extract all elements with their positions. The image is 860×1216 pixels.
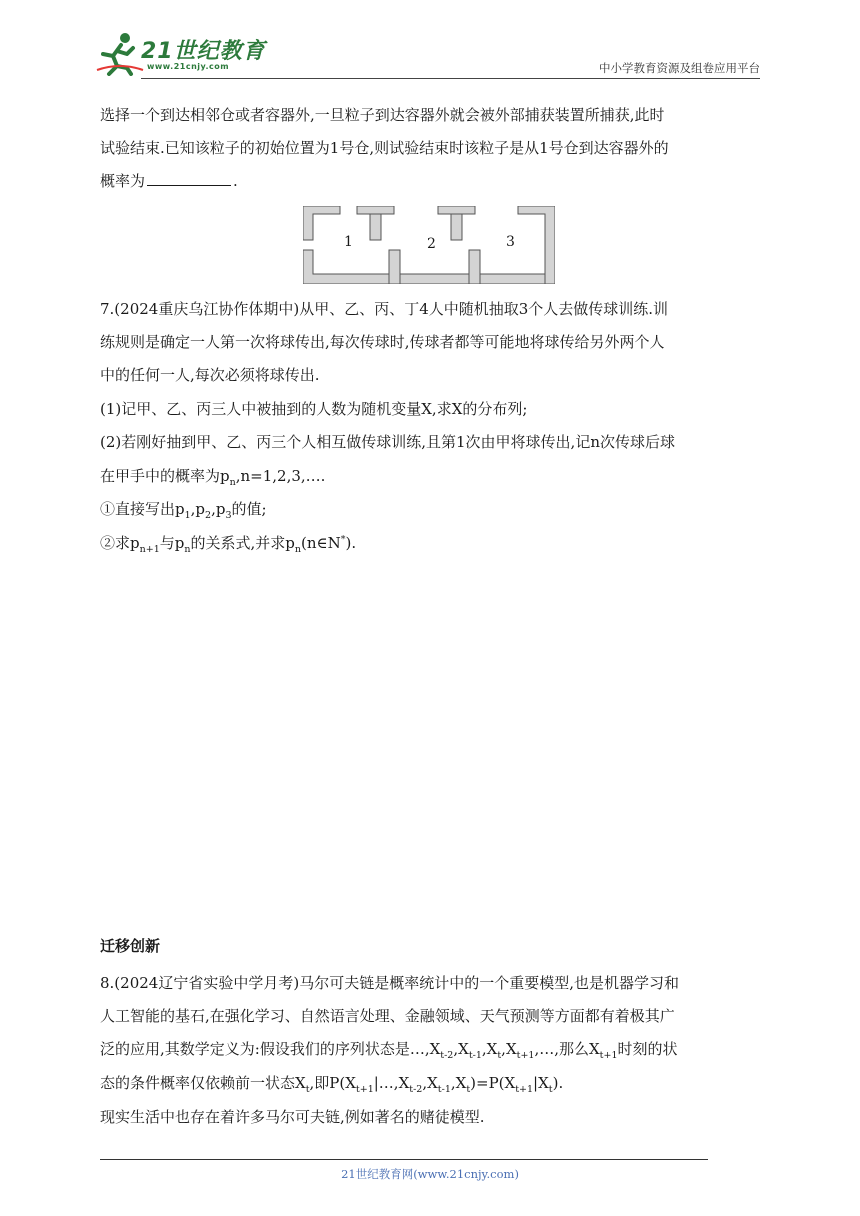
problem8-line-5: 现实生活中也存在着许多马尔可夫链,例如著名的赌徒模型. (100, 1108, 485, 1126)
container-diagram (303, 206, 555, 284)
problem8-line-1: 8.(2024辽宁省实验中学月考)马尔可夫链是概率统计中的一个重要模型,也是机器学习和 (100, 974, 679, 992)
page-header (95, 30, 760, 80)
problem7-part-1: (1)记甲、乙、丙三人中被抽到的人数为随机变量X,求X的分布列; (100, 400, 528, 418)
runner-logo-icon (95, 30, 145, 76)
section-title: 迁移创新 (100, 937, 161, 955)
chamber-3-label: 3 (506, 234, 515, 250)
problem7-line-1: 7.(2024重庆乌江协作体期中)从甲、乙、丙、丁4人中随机抽取3个人去做传球训练.训 (100, 300, 669, 318)
problem7-line-2: 练规则是确定一人第一次将球传出,每次传球时,传球者都等可能地将球传给另外两个人 (100, 333, 665, 351)
footer-divider (100, 1159, 708, 1160)
logo-url: www.21cnjy.com (147, 62, 230, 71)
continuation-line-2: 试验结束.已知该粒子的初始位置为1号仓,则试验结束时该粒子是从1号仓到达容器外的 (100, 139, 669, 157)
chamber-1-label: 1 (344, 234, 353, 250)
logo-text: 21世纪教育 (141, 39, 266, 64)
chamber-2-label: 2 (427, 236, 436, 252)
problem7-line-3: 中的任何一人,每次必须将球传出. (100, 366, 320, 384)
site-logo (95, 30, 265, 78)
problem7-part-2-line-2: 在甲手中的概率为$p_n,n=1,2,3,\dots$. (100, 467, 326, 488)
problem7-sub-question-2: ②求$p_{n+1}$与$p_n$的关系式,并求$p_n(n\in N^*)$. (100, 534, 357, 555)
continuation-line-3: 概率为 . (100, 172, 238, 190)
problem8-line-3: 泛的应用,其数学定义为:假设我们的序列状态是$\dots,X_{t-2},X_{t-1},X_t,X_{t+1},\dots$,那么$X_{t+1}$时刻的状 (100, 1040, 678, 1061)
problem7-sub-question-1: ①直接写出$p_1,p_2,p_3$的值; (100, 500, 267, 521)
platform-label: 中小学教育资源及组卷应用平台 (599, 61, 760, 75)
header-divider (141, 78, 760, 79)
answer-blank (147, 171, 231, 186)
footer-link[interactable]: 21世纪教育网(www.21cnjy.com) (341, 1167, 519, 1181)
continuation-line-1: 选择一个到达相邻仓或者容器外,一旦粒子到达容器外就会被外部捕获装置所捕获,此时 (100, 106, 665, 124)
problem8-line-2: 人工智能的基石,在强化学习、自然语言处理、金融领域、天气预测等方面都有着极其广 (100, 1007, 675, 1025)
problem7-part-2-line-1: (2)若刚好抽到甲、乙、丙三个人相互做传球训练,且第1次由甲将球传出,记n次传球后球 (100, 433, 675, 451)
problem8-line-4: 态的条件概率仅依赖前一状态$X_t$,即$P(X_{t+1}|\dots,X_{t-2},X_{t-1},X_t)=P(X_{t+1}|X_t)$. (100, 1074, 564, 1095)
